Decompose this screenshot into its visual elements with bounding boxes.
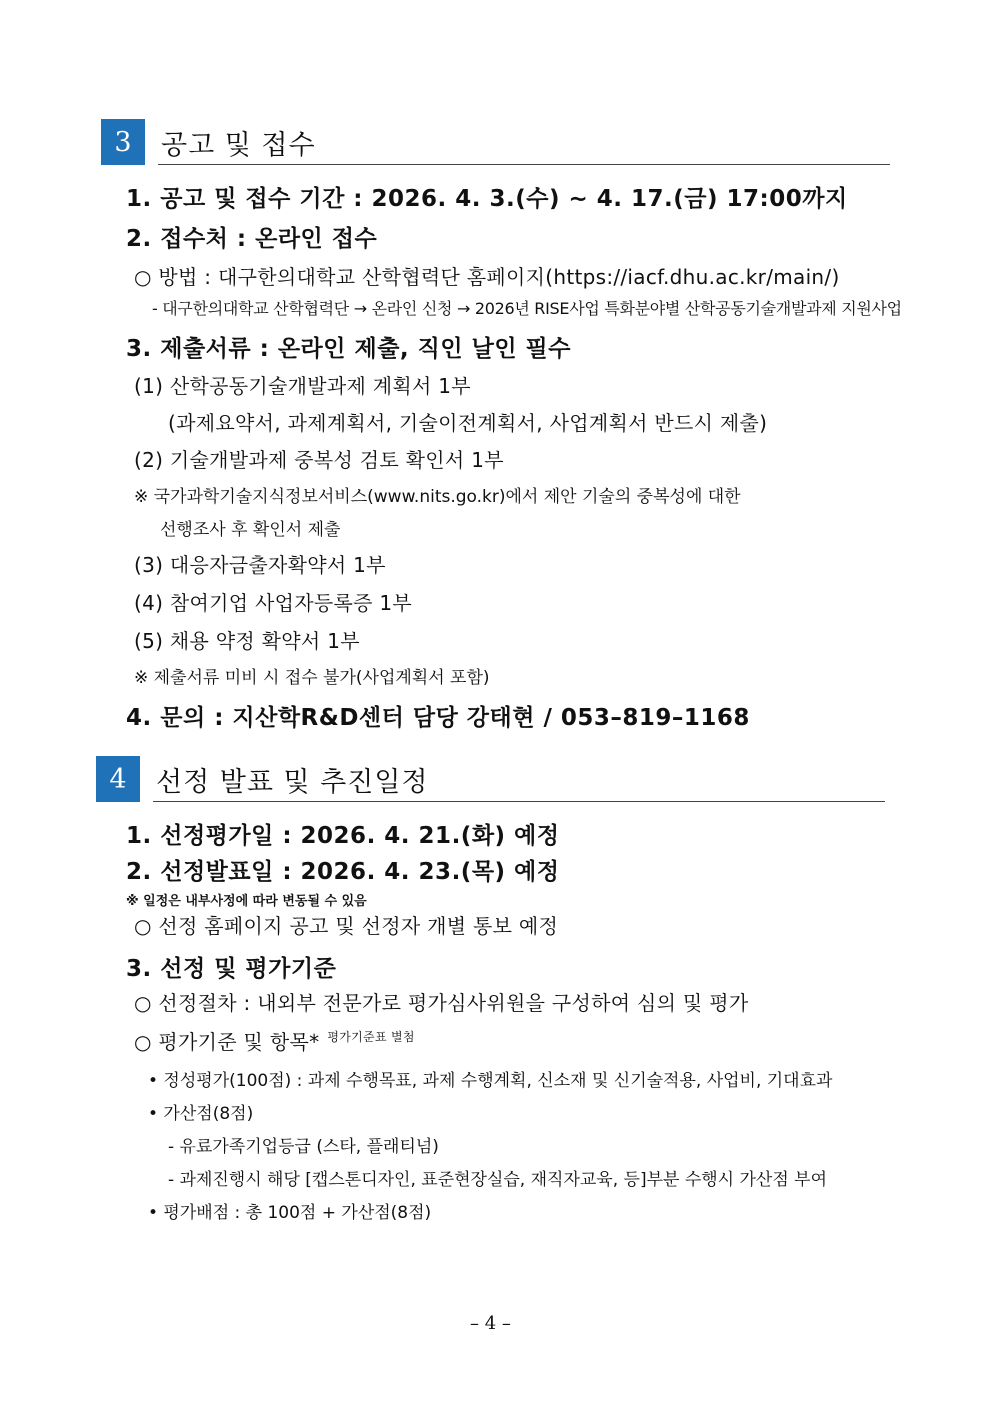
s3-doc3: (3) 대응자금출자확약서 1부 [134, 553, 386, 577]
s3-item1-period: 1. 공고 및 접수 기간 : 2026. 4. 3.(수) ~ 4. 17.(금) 17:00까지 [126, 186, 848, 212]
s4-sub1: - 유료가족기업등급 (스타, 플래티넘) [168, 1137, 439, 1157]
section-4-number: 4 [109, 763, 127, 795]
section-4-number-box [96, 756, 140, 802]
s4-criteria-line [134, 1026, 415, 1055]
s4-bullet3: • 평가배점 : 총 100점 + 가산점(8점) [148, 1203, 432, 1223]
section-4-underline [153, 801, 885, 802]
s3-note1-line1: ※ 국가과학기술지식정보서비스(www.nits.go.kr)에서 제안 기술의 중복성에 대한 [134, 487, 741, 507]
s4-bullet1: • 정성평가(100점) : 과제 수행목표, 과제 수행계획, 신소재 및 신기술적용, 사업비, 기대효과 [148, 1071, 833, 1091]
s4-item3-criteria: 3. 선정 및 평가기준 [126, 956, 337, 982]
s4-criteria: ○ 평가기준 및 항목* [134, 1030, 320, 1054]
s4-item1-eval-date: 1. 선정평가일 : 2026. 4. 21.(화) 예정 [126, 823, 560, 849]
s4-item2-announce-date: 2. 선정발표일 : 2026. 4. 23.(목) 예정 [126, 859, 560, 885]
s4-procedure: ○ 선정절차 : 내외부 전문가로 평가심사위원을 구성하여 심의 및 평가 [134, 991, 749, 1015]
page-number: – 4 – [470, 1313, 511, 1334]
s4-notice: ○ 선정 홈페이지 공고 및 선정자 개별 통보 예정 [134, 914, 559, 938]
s4-sub2: - 과제진행시 해당 [캡스톤디자인, 표준현장실습, 재직자교육, 등]부분 수행시 가산점 부여 [168, 1170, 828, 1190]
s4-criteria-sup: 평가기준표 별첨 [327, 1030, 415, 1044]
s3-doc4: (4) 참여기업 사업자등록증 1부 [134, 591, 413, 615]
s3-item3-documents: 3. 제출서류 : 온라인 제출, 직인 날인 필수 [126, 336, 571, 362]
s3-method: ○ 방법 : 대구한의대학교 산학협력단 홈페이지(https://iacf.dhu.ac.kr/main/) [134, 265, 840, 289]
s3-doc2: (2) 기술개발과제 중복성 검토 확인서 1부 [134, 448, 504, 472]
s3-item2-receipt: 2. 접수처 : 온라인 접수 [126, 226, 378, 252]
section-3-underline [158, 164, 890, 165]
section-4-title: 선정 발표 및 추진일정 [156, 767, 429, 798]
s3-doc1: (1) 산학공동기술개발과제 계획서 1부 [134, 374, 471, 398]
section-3-number-box [101, 119, 145, 165]
section-3-number: 3 [114, 126, 132, 158]
s3-method-path: - 대구한의대학교 산학협력단 → 온라인 신청 → 2026년 RISE사업 특화분야별 산학공동기술개발과제 지원사업 [152, 299, 902, 318]
section-3-title: 공고 및 접수 [161, 130, 316, 161]
s4-bullet2: • 가산점(8점) [148, 1104, 254, 1124]
s3-doc1-detail: (과제요약서, 과제계획서, 기술이전계획서, 사업계획서 반드시 제출) [168, 411, 768, 435]
s3-doc5: (5) 채용 약정 확약서 1부 [134, 629, 360, 653]
s3-item4-contact: 4. 문의 : 지산학R&D센터 담당 강태현 / 053–819–1168 [126, 705, 750, 731]
s4-schedule-note: ※ 일정은 내부사정에 따라 변동될 수 있음 [126, 894, 367, 909]
s3-note2: ※ 제출서류 미비 시 접수 불가(사업계획서 포함) [134, 668, 490, 688]
s3-note1-line2: 선행조사 후 확인서 제출 [160, 520, 341, 540]
